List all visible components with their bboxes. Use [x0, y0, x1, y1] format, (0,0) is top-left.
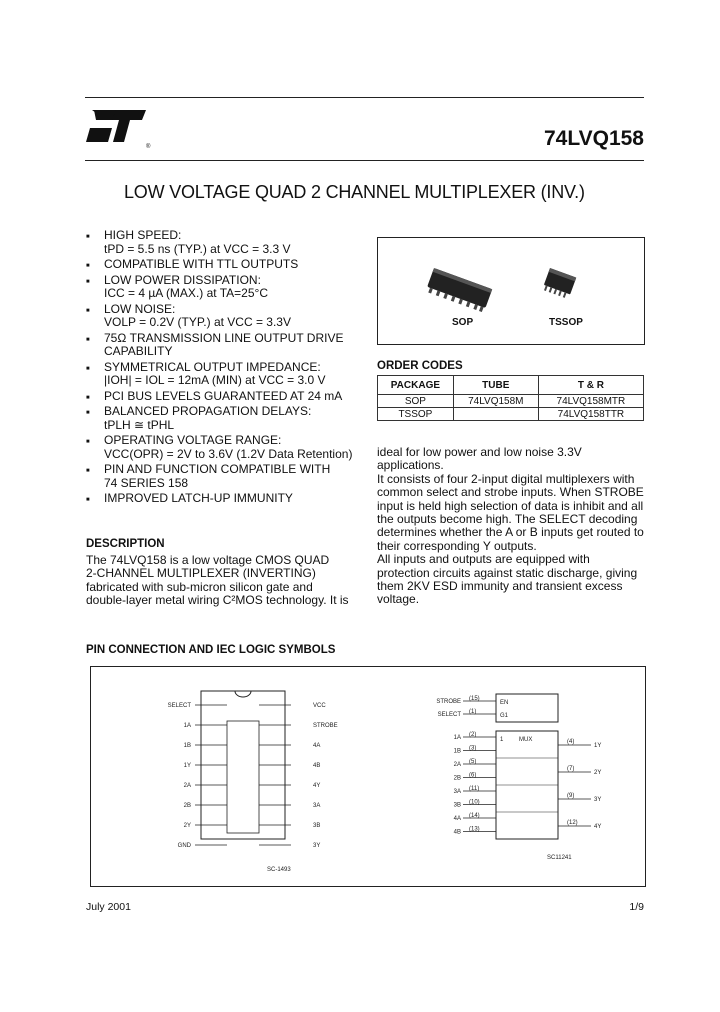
iec-input-label: 3A: [453, 789, 461, 795]
feature-item: ■ BALANCED PROPAGATION DELAYS: tPLH ≅ tPHL: [86, 404, 312, 432]
text-line: protection circuits against static discharge, giving: [377, 565, 638, 580]
iec-input-pin: (11): [469, 786, 480, 792]
iec-input-pin: (6): [469, 772, 477, 779]
st-logo-icon: [86, 106, 156, 150]
left-pin-label: 1Y: [183, 763, 191, 769]
text-line: ideal for low power and low noise 3.3V: [377, 445, 582, 459]
package-label-tssop: TSSOP: [549, 317, 583, 328]
left-pin-label: 2B: [183, 803, 191, 809]
text-line: determines whether the A or B inputs get routed to: [377, 525, 644, 540]
svg-text:®: ®: [146, 144, 151, 150]
iec-output-label: 1Y: [594, 743, 602, 749]
pin-diagram-box: [90, 666, 646, 887]
text-line: their corresponding Y outputs.: [377, 538, 537, 553]
feature-item: ■ OPERATING VOLTAGE RANGE: VCC(OPR) = 2V to 3.6V (1.2V Data Retention): [86, 433, 353, 461]
text-line: fabricated with sub-micron silicon gate and: [86, 579, 313, 594]
description-right-column: [377, 446, 644, 607]
iec-output-pin: (9): [567, 793, 575, 799]
iec-input-pin: (14): [469, 813, 480, 819]
right-pin-label: 3A: [313, 803, 321, 809]
iec-g1-label: G1: [500, 713, 509, 719]
text-line: voltage.: [377, 592, 420, 607]
description-heading: DESCRIPTION: [86, 538, 165, 550]
text-line: them 2KV ESD immunity and transient excess: [377, 579, 623, 594]
text-line: The 74LVQ158 is a low voltage CMOS QUAD: [86, 553, 330, 567]
part-number: 74LVQ158: [543, 127, 644, 150]
iec-output-label: 4Y: [594, 824, 602, 830]
right-pin-label: 4A: [313, 743, 321, 749]
text-line: common select and strobe inputs. When STROBE: [377, 485, 644, 500]
package-label-sop: SOP: [452, 317, 474, 328]
text-line: All inputs and outputs are equipped with: [377, 552, 590, 567]
left-pin-label: 2Y: [183, 823, 191, 829]
description-left-column: [86, 554, 352, 608]
page-title: LOW VOLTAGE QUAD 2 CHANNEL MULTIPLEXER (INV.): [124, 182, 585, 202]
feature-item: ■ COMPATIBLE WITH TTL OUTPUTS: [86, 257, 299, 271]
order-codes-table: [377, 375, 644, 421]
iec-output-pin: (12): [567, 820, 578, 826]
iec-output-label: 3Y: [594, 797, 602, 803]
dip-code-label: SC-1493: [267, 867, 291, 873]
iec-input-pin: (5): [469, 759, 477, 765]
right-pin-label: 3Y: [313, 843, 321, 849]
feature-item: ■ IMPROVED LATCH-UP IMMUNITY: [86, 491, 293, 505]
table-cell: SOP: [378, 395, 454, 408]
feature-item: ■ LOW POWER DISSIPATION: ICC = 4 µA (MAX.) at TA=25°C: [86, 272, 268, 300]
table-cell: TSSOP: [378, 408, 454, 421]
iec-input-pin: (10): [469, 799, 480, 806]
right-pin-label: 4B: [313, 763, 321, 769]
iec-output-pin: (7): [567, 766, 575, 772]
table-cell: [453, 408, 538, 421]
left-pin-label: GND: [177, 843, 191, 849]
iec-input-label: 4B: [453, 829, 461, 836]
table-cell: 74LVQ158TTR: [538, 408, 643, 421]
dip-left-pins: [168, 703, 227, 849]
pin-section-heading: PIN CONNECTION AND IEC LOGIC SYMBOLS: [86, 644, 336, 656]
iec-input-label: 4A: [453, 816, 461, 822]
feature-item: ■ SYMMETRICAL OUTPUT IMPEDANCE: |IOH| = IOL = 12mA (MIN) at VCC = 3.0 V: [86, 359, 326, 387]
iec-input-label: 2B: [453, 775, 461, 782]
feature-item: ■ 75Ω TRANSMISSION LINE OUTPUT DRIVE CAPABILITY: [86, 330, 344, 358]
iec-input-label: 3B: [453, 802, 461, 809]
feature-item: ■ PIN AND FUNCTION COMPATIBLE WITH 74 SERIES 158: [86, 462, 331, 490]
iec-output-label: 2Y: [594, 770, 602, 776]
table-header-row: [378, 376, 644, 395]
column-header: PACKAGE: [378, 376, 454, 395]
iec-input-pin: (1): [469, 709, 477, 715]
feature-item: ■ PCI BUS LEVELS GUARANTEED AT 24 mA: [86, 388, 343, 403]
table-row: [378, 408, 644, 421]
iec-output-pin: (4): [567, 739, 575, 745]
iec-input-label: 1A: [453, 735, 461, 741]
dip-and-iec-diagram: [91, 667, 645, 886]
dip-notch: [235, 691, 251, 697]
text-line: applications.: [377, 458, 444, 473]
column-header: T & R: [538, 376, 643, 395]
left-pin-label: 1B: [183, 743, 191, 749]
right-pin-label: STROBE: [313, 723, 338, 729]
text-line: double-layer metal wiring C²MOS technology. It is: [86, 593, 349, 608]
left-pin-label: SELECT: [167, 703, 191, 709]
table-cell: 74LVQ158MTR: [538, 395, 643, 408]
iec-input-pin: (13): [469, 826, 480, 833]
text-line: input is held high selection of data is inhibit and all: [377, 498, 644, 513]
right-pin-label: 4Y: [313, 783, 321, 789]
left-pin-label: 2A: [183, 783, 191, 789]
iec-input-label: SELECT: [437, 712, 461, 718]
iec-code-label: SC11241: [547, 855, 572, 861]
text-line: 2-CHANNEL MULTIPLEXER (INVERTING): [86, 566, 316, 581]
iec-input-label: 1B: [453, 748, 461, 755]
iec-input-pin: (3): [469, 745, 477, 752]
iec-outputs: [558, 739, 601, 830]
iec-mux-label: MUX: [519, 737, 533, 743]
text-line: It consists of four 2-input digital multiplexers with: [377, 471, 635, 486]
iec-input-label: STROBE: [436, 699, 461, 705]
iec-input-pin: (15): [469, 696, 480, 702]
package-figure: [377, 237, 645, 345]
right-pin-label: VCC: [313, 703, 326, 709]
feature-item: ■ LOW NOISE: VOLP = 0.2V (TYP.) at VCC = 3.3V: [86, 301, 291, 329]
header-top-rule: [85, 97, 644, 98]
footer-page-number: 1/9: [629, 901, 644, 913]
dip-right-pins: [259, 703, 338, 849]
table-row: [378, 395, 644, 408]
text-line: the outputs become high. The SELECT decoding: [377, 512, 638, 527]
iec-en-label: EN: [500, 700, 509, 706]
footer-date: July 2001: [86, 901, 131, 913]
order-codes-heading: ORDER CODES: [377, 360, 463, 372]
column-header: TUBE: [453, 376, 538, 395]
right-pin-label: 3B: [313, 823, 321, 829]
iec-input-pin: (2): [469, 732, 477, 738]
iec-inputs: [436, 696, 496, 836]
table-cell: 74LVQ158M: [453, 395, 538, 408]
iec-input-label: 2A: [453, 762, 461, 768]
mux-inner-block: [227, 721, 259, 833]
header-bottom-rule: [85, 160, 644, 161]
iec-one-label: 1: [500, 737, 504, 743]
features-list: [86, 229, 366, 506]
left-pin-label: 1A: [183, 723, 191, 729]
package-chips-illustration: [378, 238, 644, 344]
feature-item: ■ HIGH SPEED: tPD = 5.5 ns (TYP.) at VCC = 3.3 V: [86, 228, 291, 256]
